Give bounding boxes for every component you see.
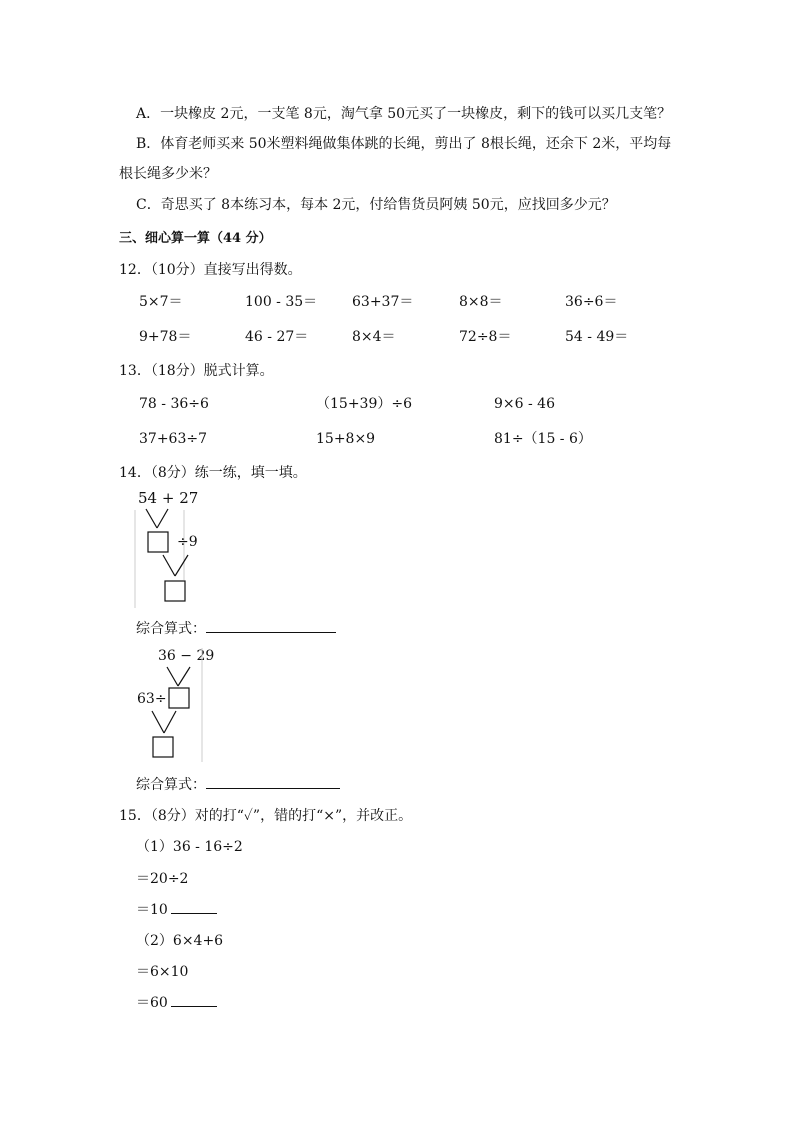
oral-item: 8×8＝ [459,294,503,310]
oral-item: 100 - 35＝ [245,294,318,310]
question-13-title: 13．（18分）脱式计算。 [119,363,274,379]
tree-top-expression: 36 − 29 [158,648,215,664]
formula-line-1 [136,622,336,636]
calc-item: 37+63÷7 [139,431,207,447]
calc-tree-2 [132,644,215,768]
answer-box[interactable] [148,532,168,552]
formula-answer-blank[interactable] [206,632,336,633]
tree-operator: ÷9 [177,534,198,550]
formula-label: 综合算式： [136,621,206,637]
question-14-title: 14．（8分）练一练，填一填。 [119,465,307,481]
formula-label: 综合算式： [136,777,206,793]
formula-line-2 [136,778,340,792]
oral-item: 5×7＝ [139,294,183,310]
answer-box[interactable] [169,688,189,708]
calc-item: 81÷（15 - 6） [494,431,592,447]
tree-operator: 63÷ [137,691,167,707]
section-heading: 三、细心算一算（44 分） [119,231,272,246]
check-step: ＝6×10 [136,964,189,980]
question-15-title: 15．（8分）对的打“✓”，错的打“×”，并改正。 [119,808,413,824]
judge-blank[interactable] [171,1006,217,1007]
oral-item: 9+78＝ [139,329,192,345]
check-step: ＝20÷2 [136,871,189,887]
check-step-final: ＝10 [136,903,217,917]
calc-item: 15+8×9 [316,431,376,447]
judge-blank[interactable] [171,913,217,914]
choice-b-line1: B．体育老师买来 50米塑料绳做集体跳的长绳，剪出了 8根长绳，还余下 2米，平均每 [136,136,672,152]
answer-box[interactable] [153,737,173,757]
calc-item: 78 - 36÷6 [139,396,209,412]
oral-item: 46 - 27＝ [245,329,309,345]
calc-tree-1 [132,484,212,608]
oral-item: 54 - 49＝ [565,329,629,345]
calc-item: 9×6 - 46 [494,396,555,412]
tree-top-expression: 54 + 27 [138,489,199,507]
formula-answer-blank[interactable] [206,788,340,789]
oral-item: 72÷8＝ [459,329,512,345]
choice-b-line2: 根长绳多少米？ [119,166,217,182]
check-step-final: ＝60 [136,996,217,1010]
choice-c: C．奇思买了 8本练习本，每本 2元，付给售货员阿姨 50元，应找回多少元？ [136,197,616,213]
choice-a: A．一块橡皮 2元，一支笔 8元，淘气拿 50元买了一块橡皮，剩下的钱可以买几支笔？ [136,106,672,122]
oral-item: 63+37＝ [352,294,414,310]
oral-item: 36÷6＝ [565,294,618,310]
calc-item: （15+39）÷6 [316,396,412,412]
check-step: （1）36 - 16÷2 [136,839,243,855]
answer-box[interactable] [165,581,185,601]
check-step: （2）6×4+6 [136,933,224,949]
oral-item: 8×4＝ [352,329,396,345]
question-12-title: 12．（10分）直接写出得数。 [119,262,302,278]
